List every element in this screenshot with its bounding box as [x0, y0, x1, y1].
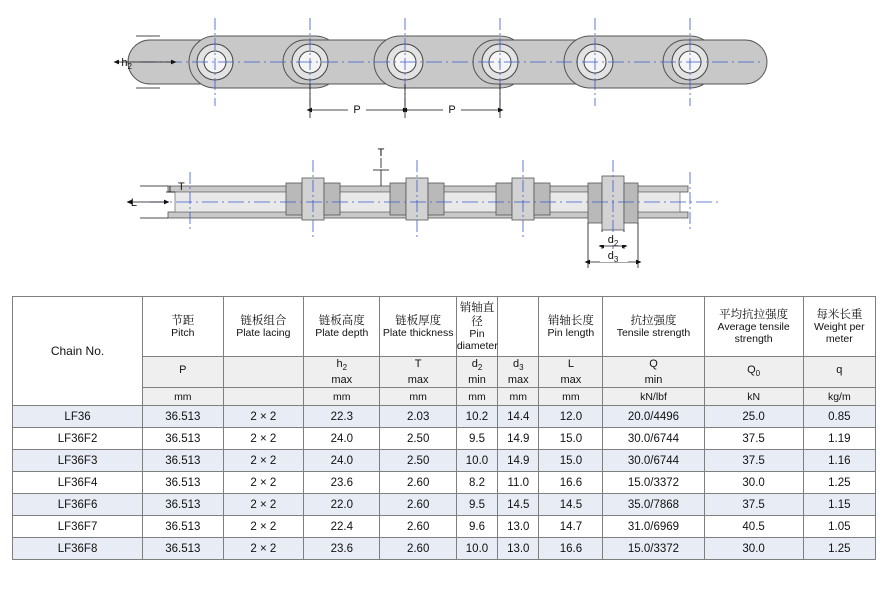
header-qualifier-7: min — [644, 374, 663, 387]
header-col-6-en: Pin length — [547, 326, 595, 339]
header-symbol-5-text — [498, 358, 538, 374]
cell-r1-c9: 1.19 — [803, 428, 875, 450]
cell-r6-c4: 10.0 — [456, 538, 497, 560]
header-col-7 — [603, 297, 704, 357]
table-row[interactable] — [13, 538, 876, 560]
header-symbol-8-base: Q — [747, 363, 756, 376]
cell-r2-c5: 14.9 — [498, 450, 539, 472]
top-view — [119, 18, 767, 118]
cell-r1-c1: 2 × 2 — [223, 428, 304, 450]
cell-r4-c6: 14.5 — [539, 494, 603, 516]
header-symbol-3-text — [380, 358, 455, 374]
header-symbol-0 — [143, 357, 224, 388]
cell-r0-c5: 14.4 — [498, 406, 539, 428]
cell-r6-c8: 30.0 — [704, 538, 803, 560]
header-col-4 — [456, 297, 497, 357]
cell-r5-c9: 1.05 — [803, 516, 875, 538]
cell-r4-c3: 2.60 — [380, 494, 456, 516]
header-col-3-cn: 链板厚度 — [395, 314, 442, 327]
header-symbol-4-sub: 2 — [477, 363, 483, 373]
cell-r2-c0: 36.513 — [143, 450, 224, 472]
cell-r3-c2: 23.6 — [304, 472, 380, 494]
header-unit-2: mm — [304, 388, 380, 406]
header-unit-7: kN/lbf — [603, 388, 704, 406]
header-col-6 — [539, 297, 603, 357]
cell-r3-c6: 16.6 — [539, 472, 603, 494]
header-col-9 — [803, 297, 875, 357]
header-symbol-0-text — [143, 364, 223, 380]
header-symbol-7-text — [603, 358, 703, 374]
header-qualifier-3: max — [407, 374, 429, 387]
header-col-1 — [223, 297, 304, 357]
cell-r3-c0: 36.513 — [143, 472, 224, 494]
cell-r2-c2: 24.0 — [304, 450, 380, 472]
cell-r3-c9: 1.25 — [803, 472, 875, 494]
cell-r1-c4: 9.5 — [456, 428, 497, 450]
header-symbol-1 — [223, 357, 304, 388]
cell-r4-c8: 37.5 — [704, 494, 803, 516]
cell-r2-c4: 10.0 — [456, 450, 497, 472]
cell-r5-c5: 13.0 — [498, 516, 539, 538]
chain-spec-table — [12, 296, 876, 560]
cell-r3-c7: 15.0/3372 — [603, 472, 704, 494]
header-symbol-8-text — [705, 364, 803, 380]
header-symbol-4-text — [457, 358, 497, 374]
header-symbol-6 — [539, 357, 603, 388]
cell-r4-c0: 36.513 — [143, 494, 224, 516]
header-symbol-7-base: Q — [649, 357, 658, 370]
cell-r5-c0: 36.513 — [143, 516, 224, 538]
cell-chain-no: LF36F4 — [13, 472, 143, 494]
label-pitch-right: P — [448, 104, 456, 116]
cell-r6-c3: 2.60 — [380, 538, 456, 560]
cell-r2-c7: 30.0/6744 — [603, 450, 704, 472]
header-symbol-6-base: L — [567, 357, 574, 370]
cell-chain-no: LF36F6 — [13, 494, 143, 516]
header-col-9-en: Weight per meter — [814, 321, 865, 345]
header-chain-no: Chain No. — [13, 297, 143, 406]
cell-chain-no: LF36F8 — [13, 538, 143, 560]
header-col-1-en: Plate lacing — [236, 326, 291, 339]
label-pitch-left: P — [353, 104, 361, 116]
header-unit-4: mm — [456, 388, 497, 406]
cell-r4-c2: 22.0 — [304, 494, 380, 516]
table-row[interactable] — [13, 472, 876, 494]
header-col-2-en: Plate depth — [315, 326, 369, 339]
table-row[interactable] — [13, 406, 876, 428]
cell-chain-no: LF36 — [13, 406, 143, 428]
header-qualifier-2: max — [331, 374, 353, 387]
cell-r1-c3: 2.50 — [380, 428, 456, 450]
cell-r6-c5: 13.0 — [498, 538, 539, 560]
cell-r4-c5: 14.5 — [498, 494, 539, 516]
cell-r0-c0: 36.513 — [143, 406, 224, 428]
header-symbol-3 — [380, 357, 456, 388]
header-col-8-en: Average tensile strength — [717, 321, 790, 345]
header-symbol-4-base: d — [471, 357, 478, 370]
cell-r1-c7: 30.0/6744 — [603, 428, 704, 450]
cell-r1-c2: 24.0 — [304, 428, 380, 450]
spec-table-container — [12, 296, 876, 560]
header-col-2-cn: 链板高度 — [318, 314, 365, 327]
header-symbol-9 — [803, 357, 875, 388]
header-unit-5: mm — [498, 388, 539, 406]
cell-chain-no: LF36F3 — [13, 450, 143, 472]
cell-r6-c0: 36.513 — [143, 538, 224, 560]
header-col-4-cn: 销轴直径 — [459, 302, 495, 328]
header-qualifier-6: max — [560, 374, 582, 387]
cell-r1-c5: 14.9 — [498, 428, 539, 450]
header-col-9-cn: 每米长重 — [816, 309, 863, 321]
header-col-8 — [704, 297, 803, 357]
header-symbol-3-base: T — [414, 357, 422, 370]
header-col-2 — [304, 297, 380, 357]
table-row[interactable] — [13, 450, 876, 472]
cell-r4-c1: 2 × 2 — [223, 494, 304, 516]
cell-r2-c6: 15.0 — [539, 450, 603, 472]
cell-r3-c4: 8.2 — [456, 472, 497, 494]
cell-r1-c6: 15.0 — [539, 428, 603, 450]
cell-r5-c3: 2.60 — [380, 516, 456, 538]
cell-r3-c5: 11.0 — [498, 472, 539, 494]
header-symbol-7 — [603, 357, 704, 388]
cell-r6-c1: 2 × 2 — [223, 538, 304, 560]
header-symbol-2-base: h — [336, 357, 343, 370]
header-col-7-cn: 抗拉强度 — [630, 314, 677, 327]
header-symbol-5-base: d — [512, 357, 520, 370]
header-unit-3: mm — [380, 388, 456, 406]
cell-r6-c6: 16.6 — [539, 538, 603, 560]
header-col-0-en: Pitch — [171, 326, 195, 339]
cell-r5-c6: 14.7 — [539, 516, 603, 538]
label-d2: $d_2$ — [607, 234, 619, 248]
header-unit-1 — [223, 388, 304, 406]
header-unit-8: kN — [704, 388, 803, 406]
header-col-0 — [143, 297, 224, 357]
header-qualifier-5: max — [507, 374, 529, 387]
cell-r6-c2: 23.6 — [304, 538, 380, 560]
cell-r0-c3: 2.03 — [380, 406, 456, 428]
cell-r3-c8: 30.0 — [704, 472, 803, 494]
header-col-4-en: Pin diameter — [456, 328, 498, 352]
cell-r5-c8: 40.5 — [704, 516, 803, 538]
cell-r1-c8: 37.5 — [704, 428, 803, 450]
cell-r5-c1: 2 × 2 — [223, 516, 304, 538]
cell-r6-c7: 15.0/3372 — [603, 538, 704, 560]
header-symbol-0-base: P — [179, 363, 187, 376]
header-col-7-en: Tensile strength — [616, 326, 691, 339]
header-qualifier-4: min — [468, 374, 486, 387]
header-unit-9: kg/m — [803, 388, 875, 406]
cell-r5-c4: 9.6 — [456, 516, 497, 538]
header-symbol-6-text — [539, 358, 602, 374]
cell-r1-c0: 36.513 — [143, 428, 224, 450]
header-symbol-8 — [704, 357, 803, 388]
cell-r3-c1: 2 × 2 — [223, 472, 304, 494]
table-header-row-units — [13, 388, 876, 406]
header-col-1-cn: 链板组合 — [240, 314, 287, 327]
cell-r6-c9: 1.25 — [803, 538, 875, 560]
cell-r2-c1: 2 × 2 — [223, 450, 304, 472]
cell-chain-no: LF36F7 — [13, 516, 143, 538]
cell-r0-c9: 0.85 — [803, 406, 875, 428]
chain-drawing — [0, 0, 888, 290]
header-symbol-9-base: q — [836, 363, 843, 376]
cell-r2-c9: 1.16 — [803, 450, 875, 472]
label-d3: $d_3$ — [607, 250, 619, 264]
header-symbol-2 — [304, 357, 380, 388]
cell-r0-c4: 10.2 — [456, 406, 497, 428]
header-col-3-en: Plate thickness — [382, 326, 454, 339]
cell-r0-c8: 25.0 — [704, 406, 803, 428]
cell-r2-c8: 37.5 — [704, 450, 803, 472]
label-t-left: T — [178, 181, 185, 193]
cell-r3-c3: 2.60 — [380, 472, 456, 494]
table-header-row-names — [13, 297, 876, 357]
header-symbol-8-sub: 0 — [755, 369, 761, 379]
header-symbol-4 — [456, 357, 497, 388]
table-header-row-symbols — [13, 357, 876, 388]
label-t-top: T — [377, 147, 385, 159]
cell-chain-no: LF36F2 — [13, 428, 143, 450]
table-row[interactable] — [13, 428, 876, 450]
header-col-6-cn: 销轴长度 — [547, 314, 594, 327]
cell-r0-c6: 12.0 — [539, 406, 603, 428]
table-row[interactable] — [13, 516, 876, 538]
cell-r5-c2: 22.4 — [304, 516, 380, 538]
cell-r4-c7: 35.0/7868 — [603, 494, 704, 516]
table-row[interactable] — [13, 494, 876, 516]
header-col-5-en — [498, 327, 538, 330]
cell-r0-c2: 22.3 — [304, 406, 380, 428]
cell-r4-c9: 1.15 — [803, 494, 875, 516]
cell-r0-c1: 2 × 2 — [223, 406, 304, 428]
label-h2: $h_2$ — [121, 57, 132, 71]
header-unit-6: mm — [539, 388, 603, 406]
cell-r0-c7: 20.0/4496 — [603, 406, 704, 428]
header-symbol-5 — [498, 357, 539, 388]
header-symbol-2-sub: 2 — [342, 363, 348, 373]
cell-r2-c3: 2.50 — [380, 450, 456, 472]
header-symbol-2-text — [304, 358, 379, 374]
header-col-0-cn: 节距 — [171, 314, 195, 327]
cell-r4-c4: 9.5 — [456, 494, 497, 516]
label-L: L — [130, 197, 137, 209]
header-unit-0: mm — [143, 388, 224, 406]
header-col-5 — [498, 297, 539, 357]
header-col-3 — [380, 297, 456, 357]
header-symbol-5-sub: 3 — [519, 363, 524, 373]
cell-r5-c7: 31.0/6969 — [603, 516, 704, 538]
header-col-8-cn: 平均抗拉强度 — [719, 309, 789, 321]
side-view — [131, 147, 720, 268]
header-symbol-9-text — [804, 364, 875, 380]
